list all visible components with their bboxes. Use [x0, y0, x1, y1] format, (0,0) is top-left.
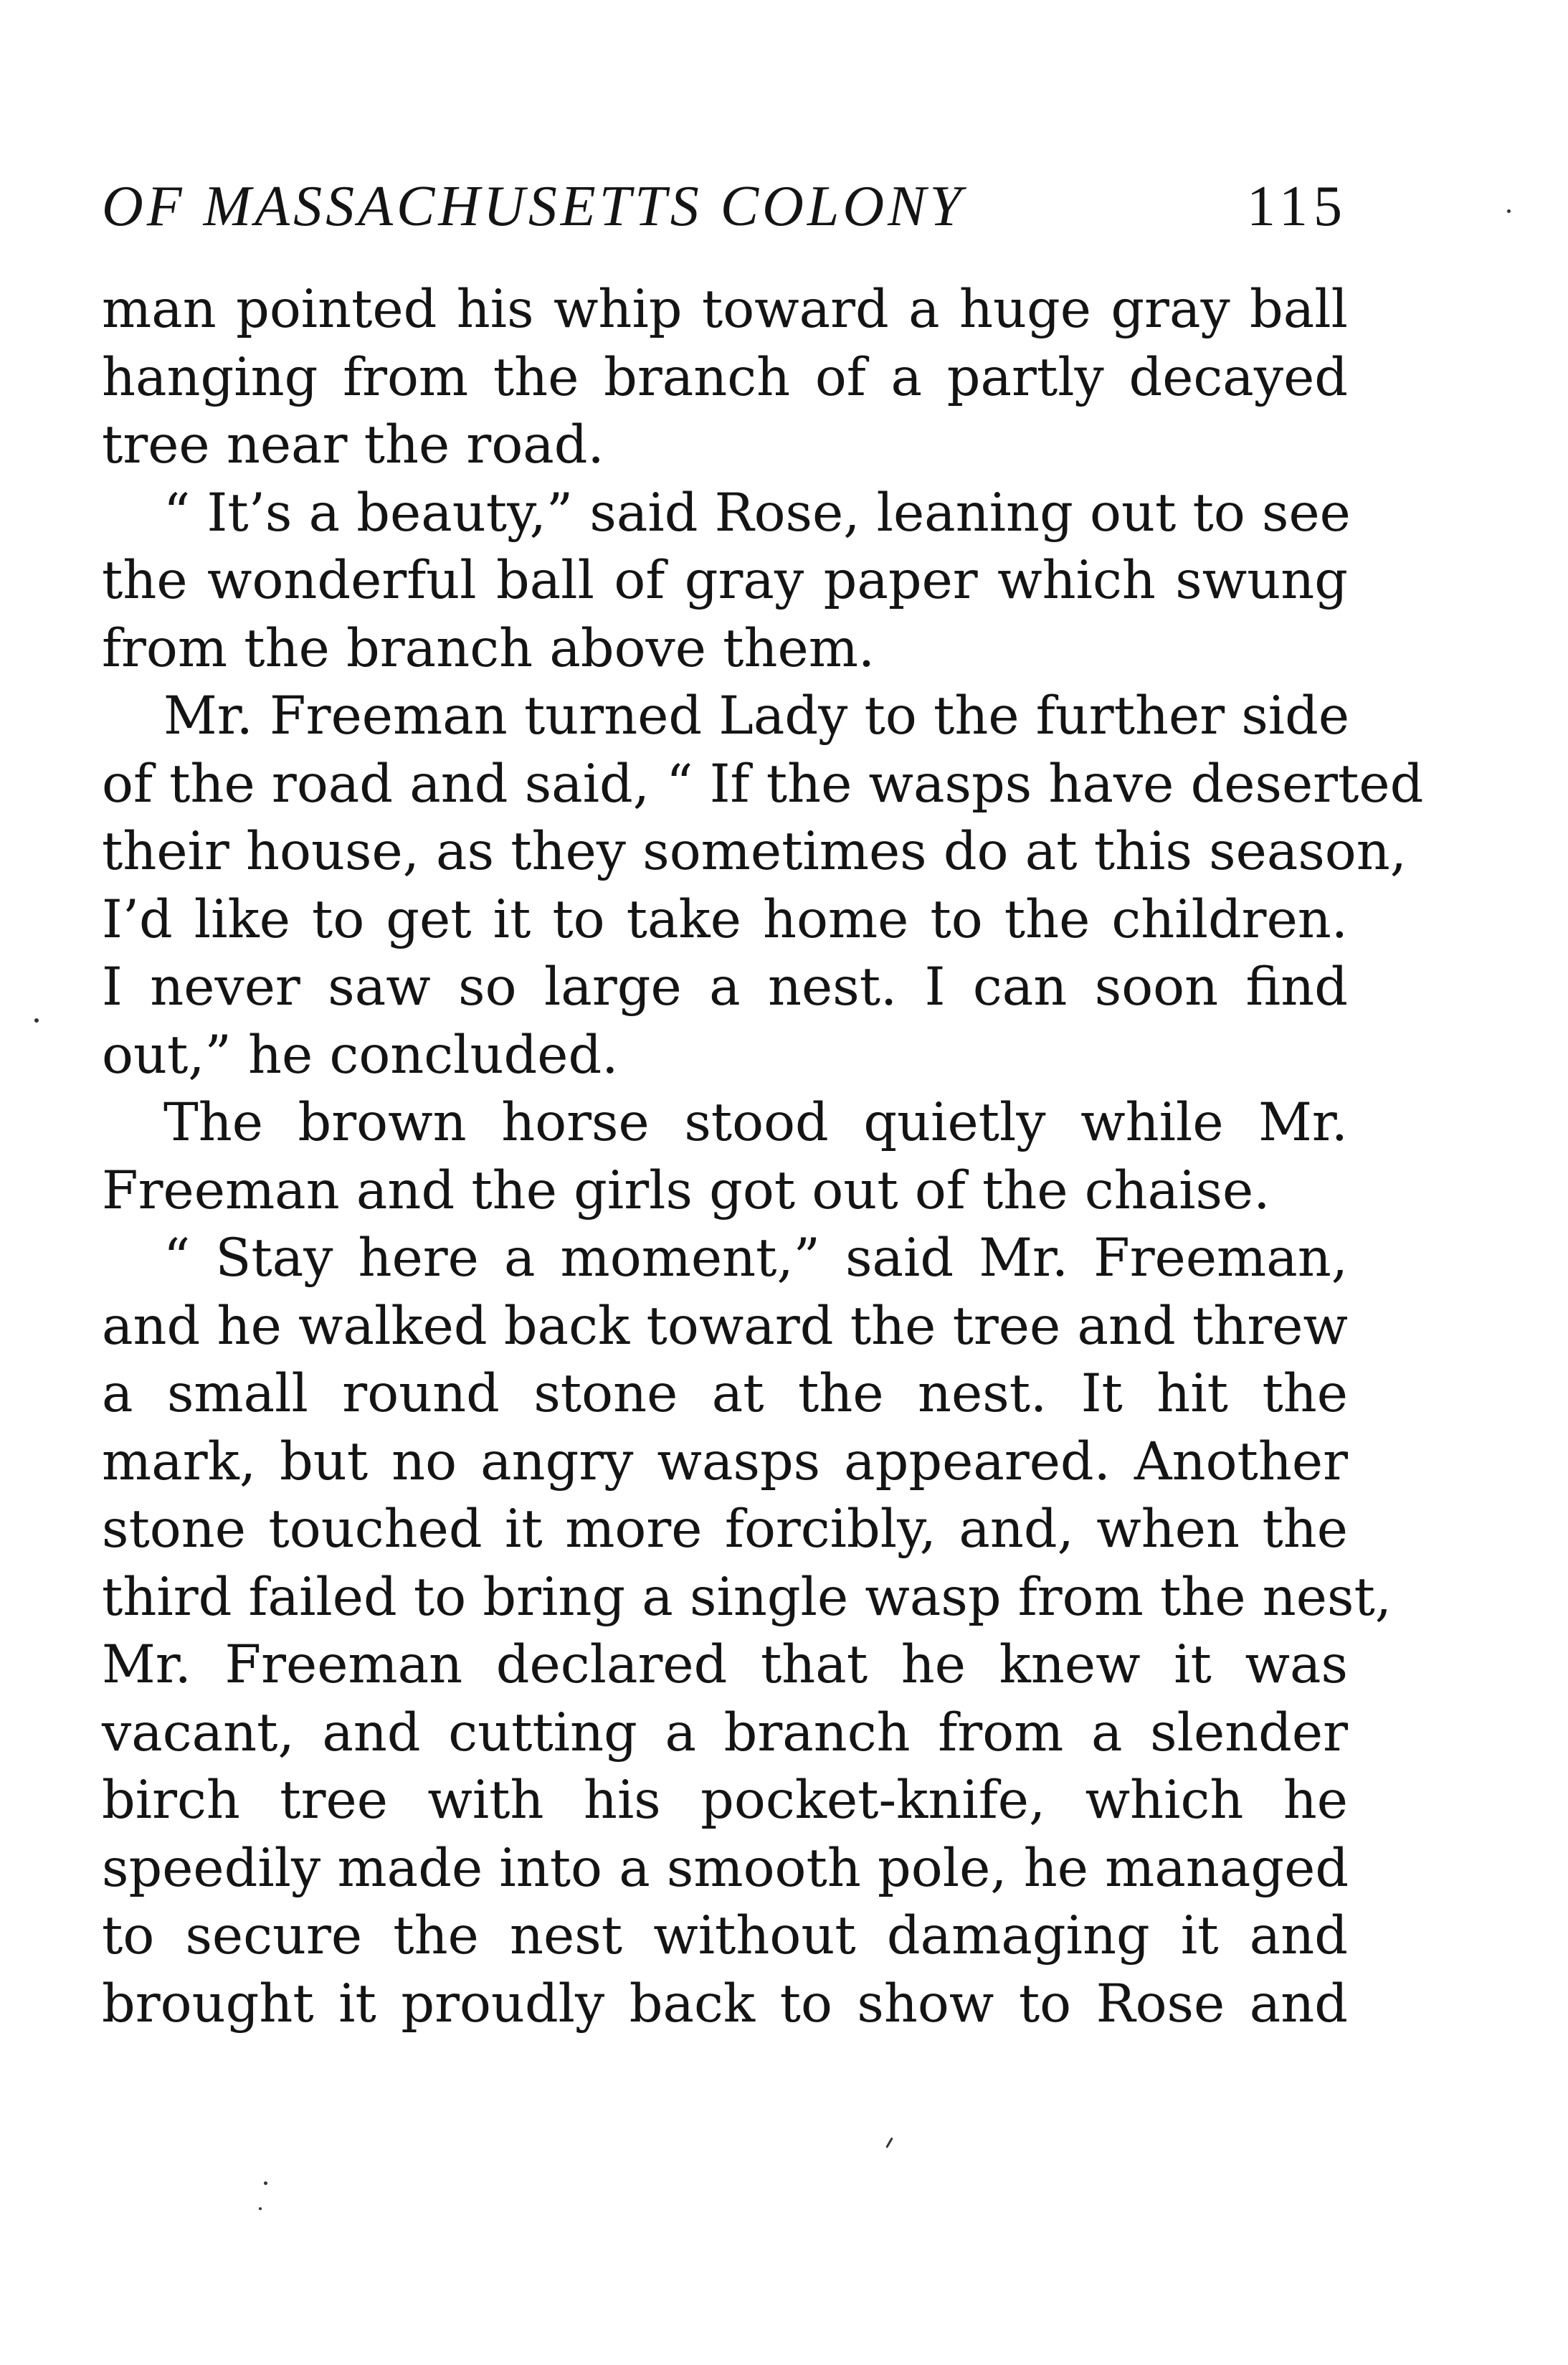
page-number: 115 — [1246, 175, 1348, 238]
text-line: man pointed his whip toward a huge gray ball — [102, 279, 1348, 340]
text-line: hanging from the branch of a partly decayed — [102, 346, 1348, 408]
scan-speck — [264, 2181, 267, 2185]
running-title: OF MASSACHUSETTS COLONY — [102, 175, 966, 238]
text-line: vacant, and cutting a branch from a slender — [102, 1702, 1348, 1763]
text-line: out,” he concluded. — [102, 1024, 619, 1086]
paragraph — [102, 1225, 1392, 2038]
scan-speck — [1507, 209, 1511, 213]
text-line: tree near the road. — [102, 414, 604, 475]
text-line: the wonderful ball of gray paper which swung — [102, 550, 1348, 611]
text-line: The brown horse stood quietly while Mr. — [163, 1092, 1348, 1153]
text-line: Mr. Freeman declared that he knew it was — [102, 1634, 1348, 1695]
paragraph — [102, 1089, 1348, 1225]
running-head — [102, 163, 1348, 250]
paragraph — [102, 480, 1351, 683]
scan-speck — [885, 2137, 893, 2148]
body-text — [102, 276, 1424, 2038]
text-line: Mr. Freeman turned Lady to the further side — [163, 686, 1350, 747]
paragraph — [102, 683, 1424, 1089]
scan-speck — [34, 1018, 39, 1023]
text-line: and he walked back toward the tree and threw — [102, 1295, 1348, 1357]
text-line: I’d like to get it to take home to the children. — [102, 888, 1348, 950]
text-line: from the branch above them. — [102, 617, 875, 679]
text-line: stone touched it more forcibly, and, when the — [102, 1499, 1348, 1560]
text-line: of the road and said, “ If the wasps have deserted — [102, 753, 1424, 815]
text-line: brought it proudly back to show to Rose and — [102, 1973, 1348, 2034]
text-line: “ Stay here a moment,” said Mr. Freeman, — [163, 1228, 1348, 1289]
text-line: birch tree with his pocket-knife, which he — [102, 1770, 1348, 1831]
text-line: speedily made into a smooth pole, he managed — [102, 1837, 1349, 1899]
text-line: a small round stone at the nest. It hit the — [102, 1363, 1348, 1424]
text-line: I never saw so large a nest. I can soon find — [102, 957, 1348, 1018]
text-line: mark, but no angry wasps appeared. Another — [102, 1431, 1348, 1492]
text-line: “ It’s a beauty,” said Rose, leaning out to see — [163, 482, 1351, 544]
text-line: to secure the nest without damaging it and — [102, 1905, 1348, 1966]
text-line: their house, as they sometimes do at this season, — [102, 821, 1407, 882]
scan-speck — [259, 2207, 262, 2210]
paragraph — [102, 276, 1348, 480]
text-line: Freeman and the girls got out of the chaise. — [102, 1160, 1270, 1221]
text-line: third failed to bring a single wasp from the nest, — [102, 1566, 1392, 1628]
